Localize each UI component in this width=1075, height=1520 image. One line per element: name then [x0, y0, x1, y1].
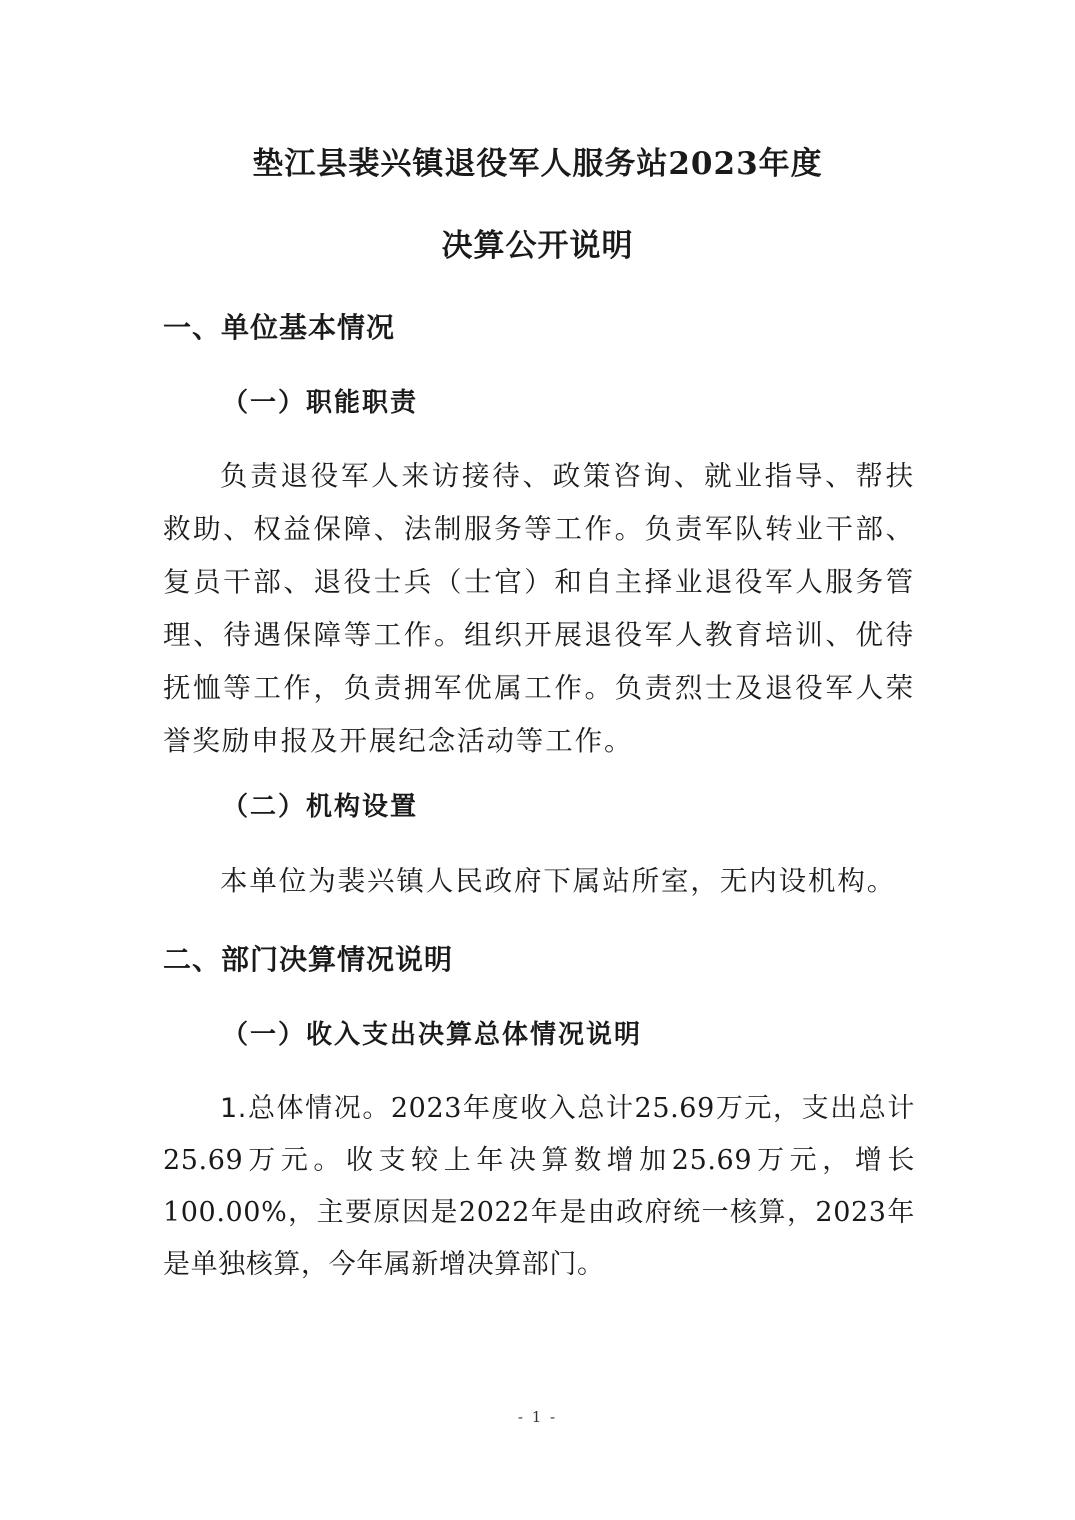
section1-sub1-heading: （一）职能职责 [222, 388, 419, 418]
document-title-line2: 决算公开说明 [441, 228, 634, 264]
section2-item1-paragraph [163, 1083, 915, 1291]
section1-sub1-text: 负责退役军人来访接待、政策咨询、就业指导、帮扶救助、权益保障、法制服务等工作。负责军队转业干部、复员干部、退役士兵（士官）和自主择业退役军人服务管理、待遇保障等工作。组织开展退役军人教育培训、优待抚恤等工作，负责拥军优属工作。负责烈士及退役军人荣誉奖励申报及开展纪念活动等工作。 [163, 460, 915, 757]
section1-sub2-heading: （二）机构设置 [222, 792, 419, 822]
section2-heading: 二、部门决算情况说明 [163, 943, 454, 976]
section1-sub2-text: 本单位为裴兴镇人民政府下属站所室，无内设机构。 [220, 865, 897, 897]
document-title-line1: 垫江县裴兴镇退役军人服务站2023年度 [252, 146, 823, 182]
page-number: - 1 - [517, 1408, 558, 1426]
section1-heading: 一、单位基本情况 [163, 311, 396, 344]
section2-item1-text: 2023年度收入总计25.69万元，支出总计25.69万元。收支较上年决算数增加25.69万元，增长100.00%，主要原因是2022年是由政府统一核算，2023年是单独核算，今年属新增决算部门。 [163, 1093, 915, 1280]
section2-item1-lead: 1.总体情况。 [220, 1093, 391, 1124]
section2-sub1-heading: （一）收入支出决算总体情况说明 [222, 1020, 643, 1050]
